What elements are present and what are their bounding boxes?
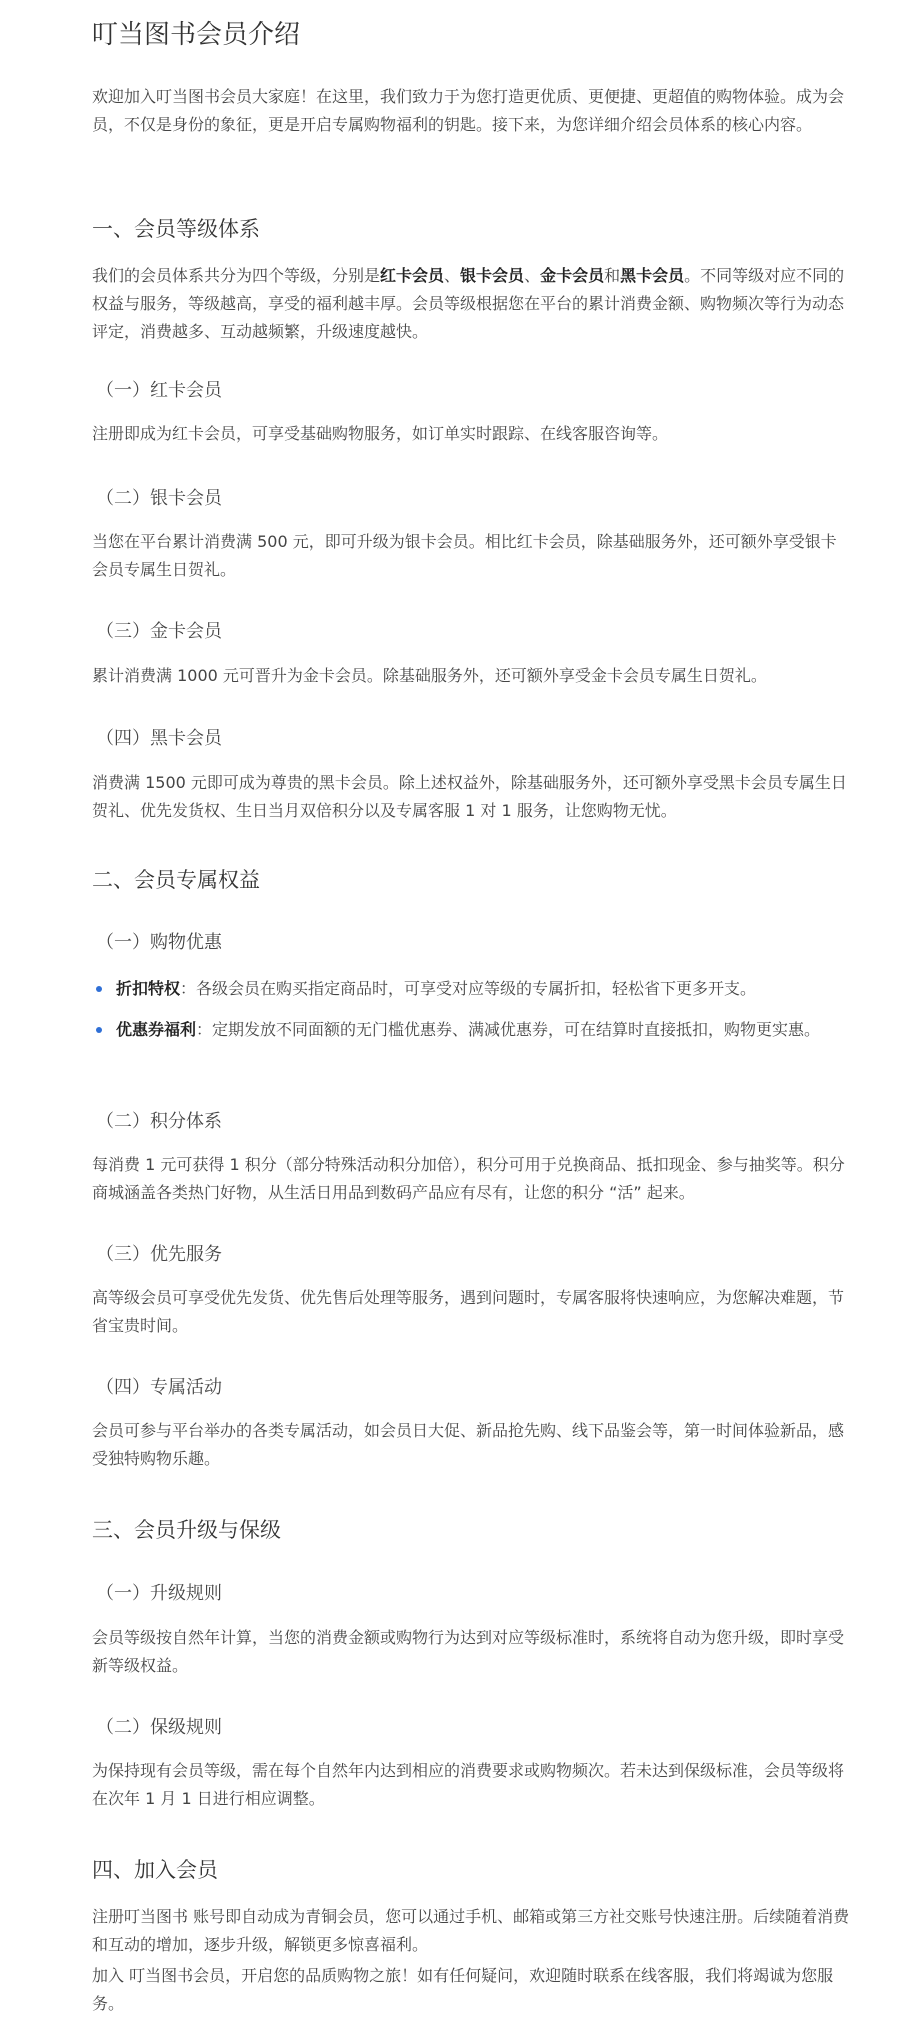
separator: 、: [524, 266, 541, 285]
paragraph-upgrade-rules: 会员等级按自然年计算，当您的消费金额或购物行为达到对应等级标准时，系统将自动为您升级，即时享受新等级权益。: [92, 1628, 845, 1675]
bullet-text: ：各级会员在购买指定商品时，可享受对应等级的专属折扣，轻松省下更多开支。: [180, 979, 757, 998]
paragraph-black-card: 消费满 1500 元即可成为尊贵的黑卡会员。除上述权益外，除基础服务外，还可额外享受黑卡会员专属生日贺礼、优先发货权、生日当月双倍积分以及专属客服 1 对 1 服务，让您购物无忧。: [92, 773, 847, 820]
subheading-priority-service: （三）优先服务: [96, 1244, 222, 1265]
section-heading-benefits: 二、会员专属权益: [92, 868, 260, 892]
section-heading-join: 四、加入会员: [92, 1858, 218, 1882]
subheading-retention-rules: （二）保级规则: [96, 1717, 222, 1738]
paragraph-red-card: 注册即成为红卡会员，可享受基础购物服务，如订单实时跟踪、在线客服咨询等。: [92, 424, 669, 443]
subheading-exclusive-events: （四）专属活动: [96, 1377, 222, 1398]
bullet-text: ：定期发放不同面额的无门槛优惠券、满减优惠券，可在结算时直接抵扣，购物更实惠。: [196, 1020, 821, 1039]
level-red: 红卡会员: [380, 266, 445, 285]
page-title: 叮当图书会员介绍: [92, 20, 301, 50]
subheading-black-card: （四）黑卡会员: [96, 728, 222, 749]
list-item-coupon-benefit: [92, 1016, 852, 1044]
paragraph-gold-card: 累计消费满 1000 元可晋升为金卡会员。除基础服务外，还可额外享受金卡会员专属生日贺礼。: [92, 666, 767, 685]
subheading-upgrade-rules: （一）升级规则: [96, 1583, 222, 1604]
paragraph-points-system: 每消费 1 元可获得 1 积分（部分特殊活动积分加倍），积分可用于兑换商品、抵扣现金、参与抽奖等。积分商城涵盖各类热门好物，从生活日用品到数码产品应有尽有，让您的积分 “活” 起来。: [92, 1155, 845, 1202]
subheading-shopping-discounts: （一）购物优惠: [96, 932, 222, 953]
bullet-label: 折扣特权: [116, 979, 181, 998]
paragraph-join-closing: 加入 叮当图书会员，开启您的品质购物之旅！如有任何疑问，欢迎随时联系在线客服，我们将竭诚为您服务。: [92, 1966, 834, 2013]
subheading-silver-card: （二）银卡会员: [96, 488, 222, 509]
paragraph-exclusive-events: 会员可参与平台举办的各类专属活动，如会员日大促、新品抢先购、线下品鉴会等，第一时间体验新品，感受独特购物乐趣。: [92, 1421, 845, 1468]
subheading-gold-card: （三）金卡会员: [96, 621, 222, 642]
separator: 、: [444, 266, 461, 285]
level-gold: 金卡会员: [540, 266, 605, 285]
bullet-dot-icon: [96, 1027, 102, 1033]
bullet-label: 优惠券福利: [116, 1020, 197, 1039]
level-black: 黑卡会员: [620, 266, 685, 285]
section-heading-upgrade: 三、会员升级与保级: [92, 1518, 281, 1542]
conjunction: 和: [604, 266, 621, 285]
subheading-points-system: （二）积分体系: [96, 1111, 222, 1132]
paragraph-silver-card: 当您在平台累计消费满 500 元，即可升级为银卡会员。相比红卡会员，除基础服务外，还可额外享受银卡会员专属生日贺礼。: [92, 532, 837, 579]
level-silver: 银卡会员: [460, 266, 525, 285]
levels-text-post: 。不同等级对应不同的权益与服务，等级越高，享受的福利越丰厚。会员等级根据您在平台的累计消费金额、购物频次等行为动态评定，消费越多、互动越频繁，升级速度越快。: [92, 266, 845, 341]
subheading-red-card: （一）红卡会员: [96, 380, 222, 401]
bullet-dot-icon: [96, 986, 102, 992]
list-item-discount-privilege: [92, 975, 852, 1003]
section-heading-levels: 一、会员等级体系: [92, 217, 260, 241]
paragraph-priority-service: 高等级会员可享受优先发货、优先售后处理等服务，遇到问题时，专属客服将快速响应，为您解决难题，节省宝贵时间。: [92, 1288, 845, 1335]
paragraph-retention-rules: 为保持现有会员等级，需在每个自然年内达到相应的消费要求或购物频次。若未达到保级标准，会员等级将在次年 1 月 1 日进行相应调整。: [92, 1761, 845, 1808]
paragraph-join-register: 注册叮当图书 账号即自动成为青铜会员，您可以通过手机、邮箱或第三方社交账号快速注册。后续随着消费和互动的增加，逐步升级，解锁更多惊喜福利。: [92, 1907, 850, 1954]
levels-text-pre: 我们的会员体系共分为四个等级，分别是: [92, 266, 381, 285]
levels-paragraph: [92, 262, 852, 346]
intro-paragraph: 欢迎加入叮当图书会员大家庭！在这里，我们致力于为您打造更优质、更便捷、更超值的购物体验。成为会员，不仅是身份的象征，更是开启专属购物福利的钥匙。接下来，为您详细介绍会员体系的核心内容。: [92, 87, 845, 134]
